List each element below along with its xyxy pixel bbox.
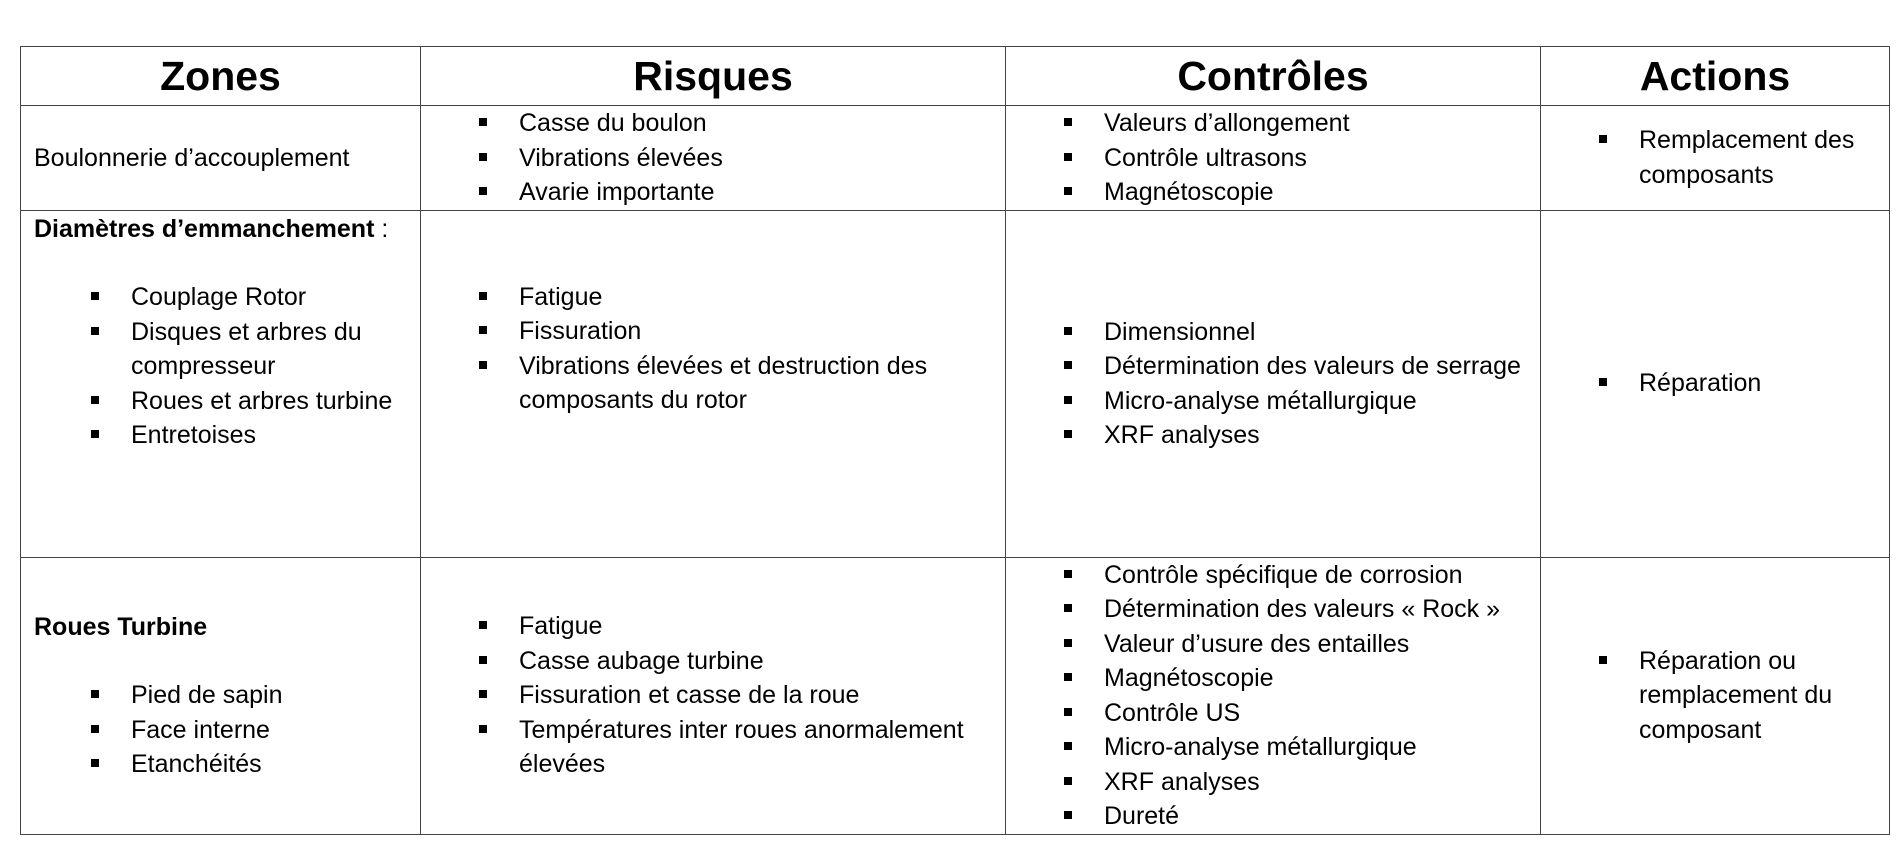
list-item: Entretoises xyxy=(91,418,420,453)
list-item: Vibrations élevées xyxy=(479,141,997,176)
zone-title-suffix: : xyxy=(374,214,389,243)
inspection-table xyxy=(20,46,1890,835)
table-row xyxy=(21,557,1890,834)
list-item: Fatigue xyxy=(479,609,997,644)
list-item: Détermination des valeurs « Rock » xyxy=(1064,592,1532,627)
list-item: Roues et arbres turbine xyxy=(91,384,420,419)
header-actions: Actions xyxy=(1541,47,1890,106)
controles-cell xyxy=(1006,106,1541,211)
list-item: XRF analyses xyxy=(1064,765,1532,800)
list-item: Contrôle US xyxy=(1064,696,1532,731)
risques-cell xyxy=(421,210,1006,557)
table-row xyxy=(21,106,1890,211)
header-risques: Risques xyxy=(421,47,1006,106)
controles-cell xyxy=(1006,210,1541,557)
list-item: Micro-analyse métallurgique xyxy=(1064,730,1532,765)
actions-cell xyxy=(1541,106,1890,211)
list-item: Casse aubage turbine xyxy=(479,644,997,679)
list-item: Réparation ou remplacement du composant xyxy=(1599,644,1879,748)
list-item: Dureté xyxy=(1064,799,1532,834)
list-item: XRF analyses xyxy=(1064,418,1532,453)
header-zones: Zones xyxy=(21,47,421,106)
header-controles: Contrôles xyxy=(1006,47,1541,106)
list-item: Fissuration et casse de la roue xyxy=(479,678,997,713)
list-item: Réparation xyxy=(1599,366,1879,401)
risques-cell xyxy=(421,106,1006,211)
list-item: Disques et arbres du compresseur xyxy=(91,315,420,384)
list-item: Couplage Rotor xyxy=(91,280,420,315)
list-item: Fatigue xyxy=(479,280,997,315)
list-item: Fissuration xyxy=(479,314,997,349)
list-item: Vibrations élevées et destruction des composants du rotor xyxy=(479,349,997,418)
list-item: Contrôle ultrasons xyxy=(1064,141,1532,176)
list-item: Magnétoscopie xyxy=(1064,661,1532,696)
zone-title: Boulonnerie d’accouplement xyxy=(34,143,350,172)
list-item: Face interne xyxy=(91,713,420,748)
controles-cell xyxy=(1006,557,1541,834)
zone-cell xyxy=(21,106,421,211)
list-item: Températures inter roues anormalement élevées xyxy=(479,713,997,782)
list-item: Casse du boulon xyxy=(479,106,997,141)
list-item: Détermination des valeurs de serrage xyxy=(1064,349,1532,384)
list-item: Etanchéités xyxy=(91,747,420,782)
zone-cell xyxy=(21,210,421,557)
list-item: Pied de sapin xyxy=(91,678,420,713)
zone-title: Roues Turbine xyxy=(34,612,208,641)
list-item: Dimensionnel xyxy=(1064,315,1532,350)
header-row xyxy=(21,47,1890,106)
actions-cell xyxy=(1541,557,1890,834)
list-item: Magnétoscopie xyxy=(1064,175,1532,210)
list-item: Valeurs d’allongement xyxy=(1064,106,1532,141)
list-item: Remplacement des composants xyxy=(1599,123,1879,192)
zone-title: Diamètres d’emmanchement xyxy=(34,214,375,243)
risques-cell xyxy=(421,557,1006,834)
list-item: Contrôle spécifique de corrosion xyxy=(1064,558,1532,593)
list-item: Avarie importante xyxy=(479,175,997,210)
list-item: Valeur d’usure des entailles xyxy=(1064,627,1532,662)
table-row xyxy=(21,210,1890,557)
list-item: Micro-analyse métallurgique xyxy=(1064,384,1532,419)
actions-cell xyxy=(1541,210,1890,557)
zone-cell xyxy=(21,557,421,834)
